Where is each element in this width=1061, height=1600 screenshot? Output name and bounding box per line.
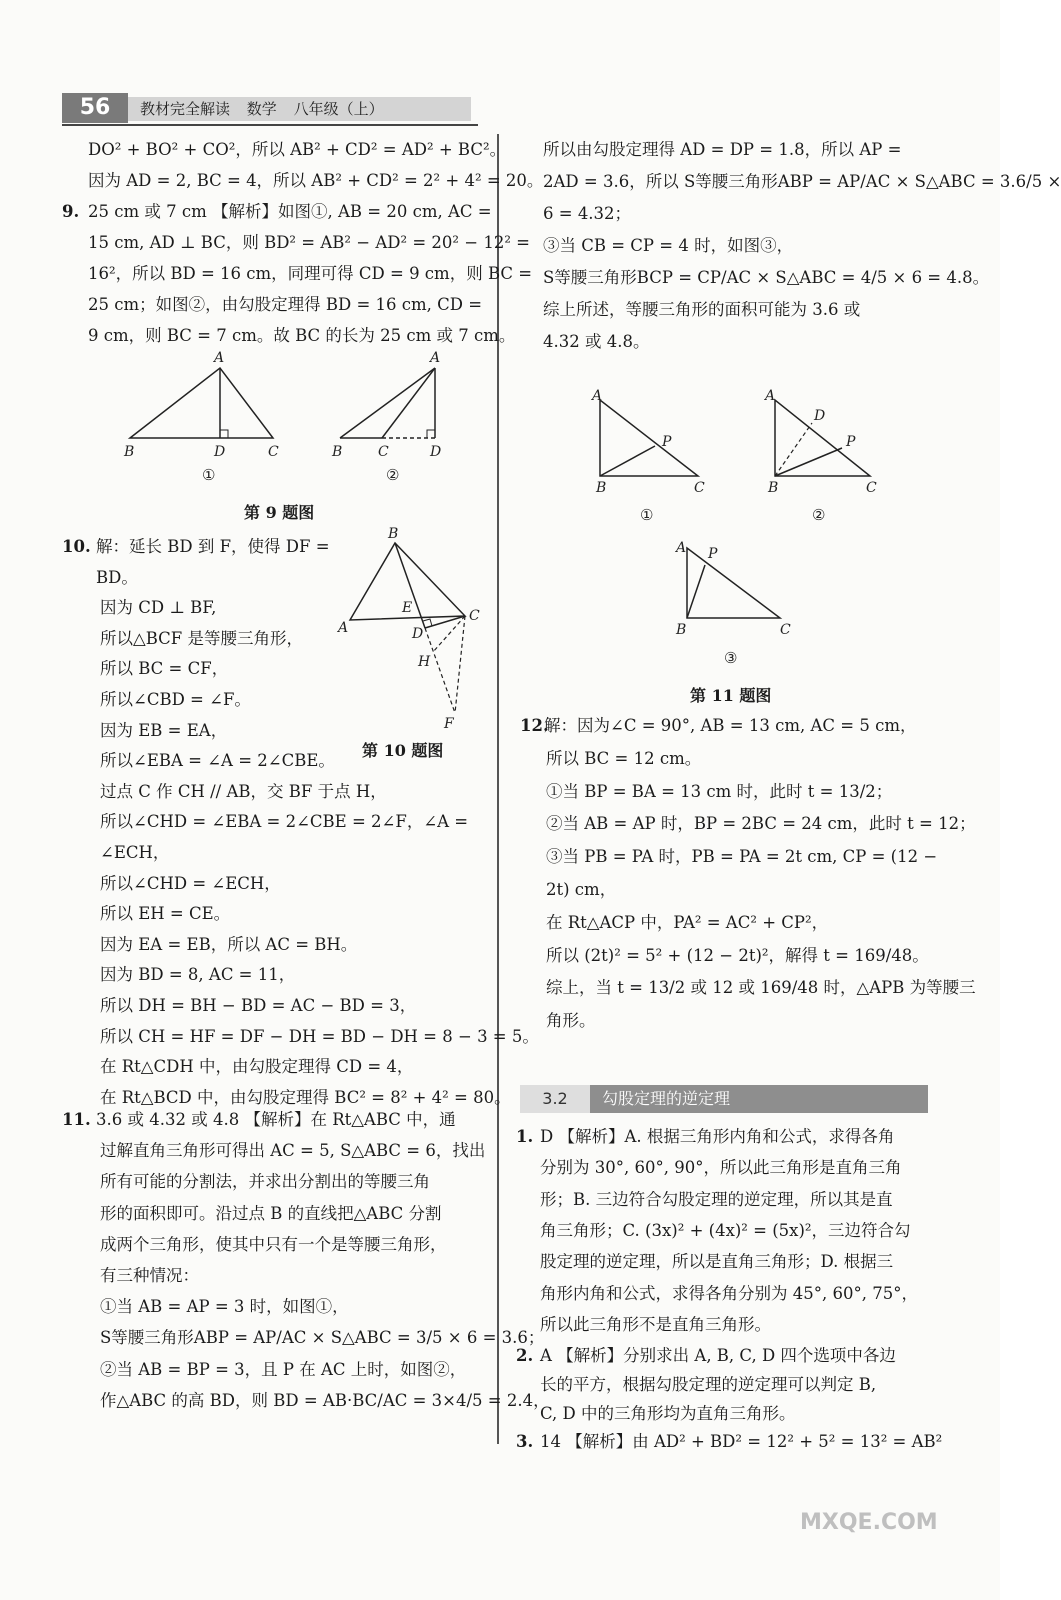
fig11-2-label: C	[866, 480, 877, 496]
text-line: 所以∠CBD = ∠F。	[100, 690, 251, 709]
text-line: S等腰三角形ABP = AP/AC × S△ABC = 3/5 × 6 = 3.6；	[100, 1328, 545, 1348]
text-line: 25 cm 或 7 cm 【解析】如图①, AB = 20 cm, AC =	[88, 202, 492, 221]
figure-11-1	[590, 388, 705, 524]
text-line: 有三种情况：	[100, 1266, 199, 1285]
text-line: ∠ECH，	[100, 843, 170, 862]
text-line: 所以△BCF 是等腰三角形，	[100, 628, 303, 648]
figure-9-2	[331, 350, 441, 484]
header-bar	[128, 97, 471, 121]
grade: 八年级（上）	[293, 100, 384, 118]
section-title: 勾股定理的逆定理	[602, 1089, 731, 1108]
figure-11	[580, 388, 900, 673]
text-line: 所以此三角形不是直角三角形。	[540, 1314, 771, 1334]
watermark: MXQE.COM	[800, 1510, 938, 1535]
fig11-3-number: ③	[724, 649, 738, 667]
text-line: 所以 (2t)² = 5² + (12 − 2t)²，解得 t = 169/48。	[546, 945, 929, 965]
text-line: 所以∠EBA = ∠A = 2∠CBE。	[100, 751, 335, 771]
text-line: 4.32 或 4.8。	[543, 332, 650, 351]
fig10-label: C	[469, 608, 480, 624]
fig10-label: F	[444, 716, 454, 732]
q10-number: 10.	[62, 537, 91, 556]
text-line: C, D 中的三角形均为直角三角形。	[540, 1404, 796, 1423]
text-line: 所以∠CHD = ∠EBA = 2∠CBE = 2∠F，∠A =	[100, 812, 469, 832]
page-number: 56	[62, 93, 128, 123]
text-line: 在 Rt△CDH 中，由勾股定理得 CD = 4，	[100, 1057, 414, 1077]
fig9-2-label: C	[378, 444, 389, 460]
text-line: 过解直角三角形可得出 AC = 5, S△ABC = 6，找出	[100, 1141, 486, 1161]
fig11-3-label: P	[708, 546, 718, 562]
text-line: 3.6 或 4.32 或 4.8 【解析】在 Rt△ABC 中，通	[96, 1110, 456, 1129]
text-line: ②当 AB = AP 时，BP = 2BC = 24 cm，此时 t = 12；	[546, 814, 976, 834]
text-line: DO² + BO² + CO²，所以 AB² + CD² = AD² + BC²。	[88, 140, 507, 159]
text-line: 角三角形；C. (3x)² + (4x)² = (5x)²，三边符合勾	[540, 1220, 911, 1240]
fig10-label: B	[388, 526, 399, 542]
fig11-2-label: D	[814, 408, 826, 424]
text-line: ①当 BP = BA = 13 cm 时，此时 t = 13/2；	[546, 781, 893, 801]
text-line: ②当 AB = BP = 3，且 P 在 AC 上时，如图②，	[100, 1359, 467, 1379]
text-line: ③当 PB = PA 时，PB = PA = 2t cm, CP = (12 −	[546, 847, 938, 867]
text-line: 16²，所以 BD = 16 cm，同理可得 CD = 9 cm，则 BC =	[88, 264, 533, 283]
text-line: 成两个三角形，使其中只有一个是等腰三角形，	[100, 1234, 447, 1254]
fig10-label: D	[412, 626, 424, 642]
figure-11-3	[674, 540, 791, 667]
text-line: D 【解析】A. 根据三角形内角和公式，求得各角	[540, 1127, 895, 1146]
fig11-1-label: B	[596, 480, 607, 496]
q12-number: 12.	[520, 716, 549, 735]
s1-number: 1.	[516, 1127, 534, 1146]
text-line: 角形内角和公式，求得各角分别为 45°, 60°, 75°，	[540, 1283, 918, 1303]
text-line: 因为 EA = EB，所以 AC = BH。	[100, 934, 358, 954]
text-line: 作△ABC 的高 BD，则 BD = AB·BC/AC = 3×4/5 = 2.4，	[100, 1390, 550, 1410]
fig11-1-number: ①	[640, 506, 654, 524]
figure-9	[110, 350, 450, 490]
text-line: 在 Rt△ACP 中，PA² = AC² + CP²，	[546, 912, 829, 932]
text-line: 因为 BD = 8, AC = 11，	[100, 965, 296, 985]
text-line: ①当 AB = AP = 3 时，如图①，	[100, 1297, 349, 1317]
text-line: BD。	[96, 567, 138, 587]
text-line: 2t) cm，	[546, 880, 617, 899]
fig9-2-label: B	[332, 444, 343, 460]
text-line: 15 cm, AD ⊥ BC，则 BD² = AB² − AD² = 20² − 12² =	[88, 233, 531, 252]
fig11-2-label: B	[768, 480, 779, 496]
fig10-label: H	[418, 654, 431, 670]
figure-10-caption: 第 10 题图	[362, 741, 444, 760]
page-header	[62, 93, 472, 123]
subject: 数学	[246, 100, 277, 118]
text-line: 所以 BC = CF，	[100, 659, 229, 679]
text-line: 所以 BC = 12 cm。	[546, 748, 702, 768]
figure-10	[330, 528, 490, 733]
text-line: 所以由勾股定理得 AD = DP = 1.8，所以 AP =	[543, 140, 902, 159]
text-line: 在 Rt△BCD 中，由勾股定理得 BC² = 8² + 4² = 80。	[100, 1087, 511, 1107]
fig9-2-label: A	[430, 350, 441, 366]
fig11-1-label: A	[592, 388, 603, 404]
text-line: 综上，当 t = 13/2 或 12 或 169/48 时，△APB 为等腰三	[546, 978, 976, 998]
fig9-2-label: D	[430, 444, 442, 460]
text-line: 综上所述，等腰三角形的面积可能为 3.6 或	[543, 300, 861, 319]
figure-11-2	[763, 388, 877, 524]
text-line: 长的平方，根据勾股定理的逆定理可以判定 B,	[540, 1375, 877, 1394]
text-line: ③当 CB = CP = 4 时，如图③，	[543, 236, 794, 255]
figure-9-caption: 第 9 题图	[244, 503, 315, 522]
text-line: 过点 C 作 CH // AB，交 BF 于点 H，	[100, 781, 387, 801]
text-line: 股定理的逆定理，所以是直角三角形；D. 根据三	[540, 1252, 894, 1272]
fig9-1-label: D	[214, 444, 226, 460]
text-line: 解：因为∠C = 90°, AB = 13 cm, AC = 5 cm，	[544, 716, 917, 735]
figure-11-caption: 第 11 题图	[690, 686, 772, 705]
fig11-2-number: ②	[812, 506, 826, 524]
text-line: 所有可能的分割法，并求出分割出的等腰三角	[100, 1172, 430, 1192]
text-line: 所以∠CHD = ∠ECH，	[100, 873, 281, 893]
fig10-label: E	[402, 600, 413, 616]
text-line: 因为 AD = 2, BC = 4，所以 AB² + CD² = 2² + 4² = 20。	[88, 171, 544, 190]
fig10-label: A	[338, 620, 349, 636]
text-line: 形的面积即可。沿过点 B 的直线把△ABC 分割	[100, 1203, 442, 1223]
text-line: 解：延长 BD 到 F，使得 DF =	[96, 537, 330, 556]
text-line: 所以 EH = CE。	[100, 904, 231, 924]
text-line: S等腰三角形BCP = CP/AC × S△ABC = 4/5 × 6 = 4.8。	[543, 268, 990, 287]
text-line: 14 【解析】由 AD² + BD² = 12² + 5² = 13² = AB²	[540, 1432, 943, 1451]
text-line: 所以 DH = BH − BD = AC − BD = 3，	[100, 996, 417, 1015]
s2-number: 2.	[516, 1346, 534, 1365]
figure-9-1	[123, 350, 279, 484]
text-line: 分别为 30°, 60°, 90°，所以此三角形是直角三角	[540, 1158, 902, 1178]
header-rule	[62, 124, 478, 126]
fig11-1-label: P	[662, 434, 672, 450]
text-line: 形；B. 三边符合勾股定理的逆定理，所以其是直	[540, 1189, 893, 1209]
q9-number: 9.	[62, 202, 80, 221]
text-line: 因为 EB = EA，	[100, 720, 228, 740]
fig9-2-number: ②	[386, 466, 400, 484]
q11-number: 11.	[62, 1110, 91, 1129]
fig11-2-label: A	[765, 388, 776, 404]
fig11-3-label: B	[676, 622, 687, 638]
text-line: A 【解析】分别求出 A, B, C, D 四个选项中各边	[540, 1346, 896, 1365]
text-line: 角形。	[546, 1011, 596, 1031]
fig11-1-label: C	[694, 480, 705, 496]
text-line: 9 cm，则 BC = 7 cm。故 BC 的长为 25 cm 或 7 cm。	[88, 326, 516, 345]
text-line: 所以 CH = HF = DF − DH = BD − DH = 8 − 3 = 5。	[100, 1026, 539, 1046]
fig9-1-number: ①	[202, 466, 216, 484]
text-line: 25 cm；如图②，由勾股定理得 BD = 16 cm, CD =	[88, 295, 483, 314]
fig11-2-label: P	[846, 434, 856, 450]
book-title: 教材完全解读	[140, 100, 231, 118]
text-line: 因为 CD ⊥ BF,	[100, 598, 217, 618]
section-number: 3.2	[520, 1085, 590, 1113]
fig11-3-label: C	[780, 622, 791, 638]
fig11-3-label: A	[676, 540, 687, 556]
section-header	[520, 1085, 928, 1113]
fig9-1-label: C	[268, 444, 279, 460]
fig9-1-label: A	[214, 350, 225, 366]
s3-number: 3.	[516, 1432, 534, 1451]
fig9-1-label: B	[124, 444, 135, 460]
text-line: 2AD = 3.6，所以 S等腰三角形ABP = AP/AC × S△ABC = 3.6/5 ×	[543, 172, 1061, 191]
text-line: 6 = 4.32；	[543, 204, 632, 223]
